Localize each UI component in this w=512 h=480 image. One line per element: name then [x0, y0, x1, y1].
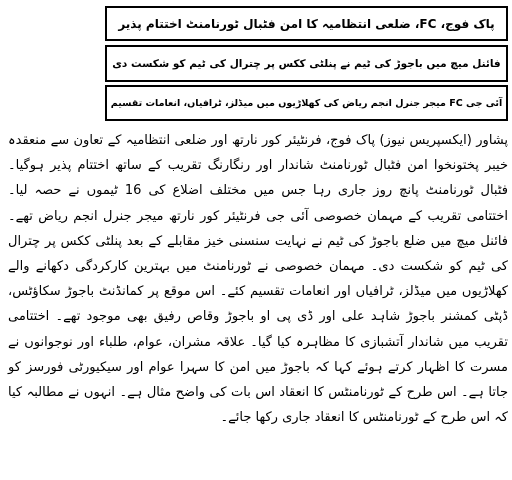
headline-3-text: آئی جی FC میجر جنرل انجم ریاض کی کھلاڑیوں میں میڈلز، ٹرافیاں، انعامات تقسیم [110, 97, 503, 109]
headline-2-text: فائنل میچ میں باجوڑ کی ٹیم نے پنلٹی ککس پر چترال کی ٹیم کو شکست دی [112, 57, 501, 70]
headline-1-text: پاک فوج، FC، ضلعی انتظامیہ کا امن فٹبال ٹورنامنٹ اختتام پذیر [118, 16, 495, 31]
article-body [8, 128, 508, 430]
headline-2 [105, 45, 508, 82]
headline-1 [105, 6, 508, 41]
article-paragraph: پشاور (ایکسپریس نیوز) پاک فوج، فرنٹیئر کور نارتھ اور ضلعی انتظامیہ کے تعاون سے منعقدہ خیبر پختونخوا امن فٹبال ٹورنامنٹ شاندار اور رنگارنگ تقریب کے ساتھ اختتام پذیر ہوگیا۔ فٹبال ٹورنامنٹ پانچ روز جاری رہا جس میں مختلف اضلاع کی 16 ٹیموں نے حصہ لیا۔ اختتامی تقریب کے مہمان خصوصی آئی جی فرنٹیئر کور نارتھ میجر جنرل انجم ریاض تھے۔ فائنل میچ میں ضلع باجوڑ کی ٹیم نے نہایت سنسنی خیز مقابلے کے بعد پنلٹی ککس پر چترال کی ٹیم کو شکست دی۔ مہمان خصوصی نے ٹورنامنٹ میں بہترین کارکردگی دکھانے والے کھلاڑیوں میں میڈلز، ٹرافیاں اور انعامات تقسیم کئے۔ اس موقع پر کمانڈنٹ باجوڑ سکاؤٹس، ڈپٹی کمشنر باجوڑ شاہد علی اور ڈی پی او باجوڑ وقاص رفیق بھی موجود تھے۔ اختتامی تقریب میں شاندار آتشبازی کا مظاہرہ کیا گیا۔ علاقہ مشران، عوام، طلباء اور نوجوانوں نے مسرت کا اظہار کرتے ہوئے کہا کہ باجوڑ میں امن کا سہرا عوام اور سیکیورٹی فورسز کو جاتا ہے۔ اس طرح کے ٹورنامنٹس کا انعقاد اس بات کی واضح مثال ہے۔ انہوں نے مطالبہ کیا کہ اس طرح کے ٹورنامنٹس کا انعقاد جاری رکھا جائے۔ [8, 133, 508, 426]
headline-3 [105, 85, 508, 121]
